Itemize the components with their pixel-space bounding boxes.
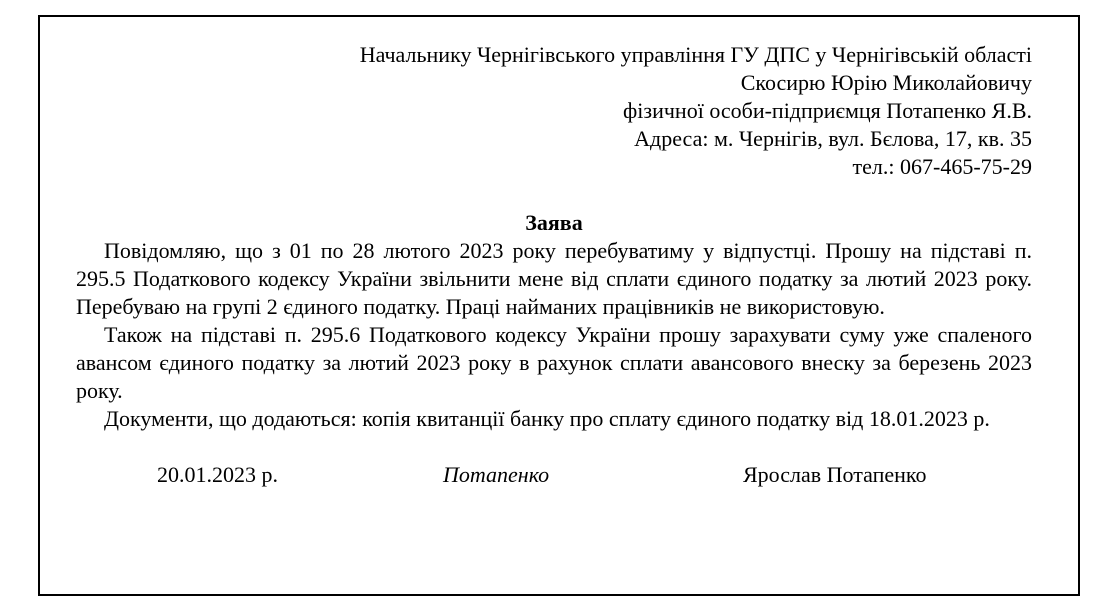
- handwritten-signature: Потапенко: [443, 462, 550, 487]
- paragraph-attachments: Документи, що додаються: копія квитанції банку про сплату єдиного податку від 18.01.2023 р.: [104, 406, 990, 431]
- sender-line-entrepreneur: фізичної особи-підприємця Потапенко Я.В.: [623, 98, 1032, 123]
- paragraph-vacation-notice: Повідомляю, що з 01 по 28 лютого 2023 року перебуватиму у відпустці. Прошу на підставі п. 295.5 Податкового кодексу України звільнити мене від сплати єдиного податку за лютий 2023 року. Перебуваю на групі 2 єдиного податку. Праці найманих працівників не використовую.: [76, 238, 1032, 319]
- sender-line-phone: тел.: 067-465-75-29: [852, 154, 1032, 179]
- recipient-line-official-name: Скосирю Юрію Миколайовичу: [740, 70, 1032, 95]
- signature-full-name: Ярослав Потапенко: [743, 462, 927, 487]
- signature-date: 20.01.2023 р.: [157, 462, 278, 487]
- document-title: Заява: [525, 210, 583, 235]
- recipient-line-authority: Начальнику Чернігівського управління ГУ ДПС у Чернігівській області: [359, 42, 1032, 67]
- document-content: [76, 41, 1032, 489]
- document-sheet: [38, 15, 1080, 596]
- sender-line-address: Адреса: м. Чернігів, вул. Бєлова, 17, кв. 35: [634, 126, 1032, 151]
- recipient-block: [76, 41, 1032, 181]
- signature-row: [76, 461, 1032, 489]
- paragraph-advance-credit: Також на підставі п. 295.6 Податкового кодексу України прошу зарахувати суму уже спаленого авансом єдиного податку за лютий 2023 року в рахунок сплати авансового внеску за березень 2023 року.: [76, 322, 1032, 403]
